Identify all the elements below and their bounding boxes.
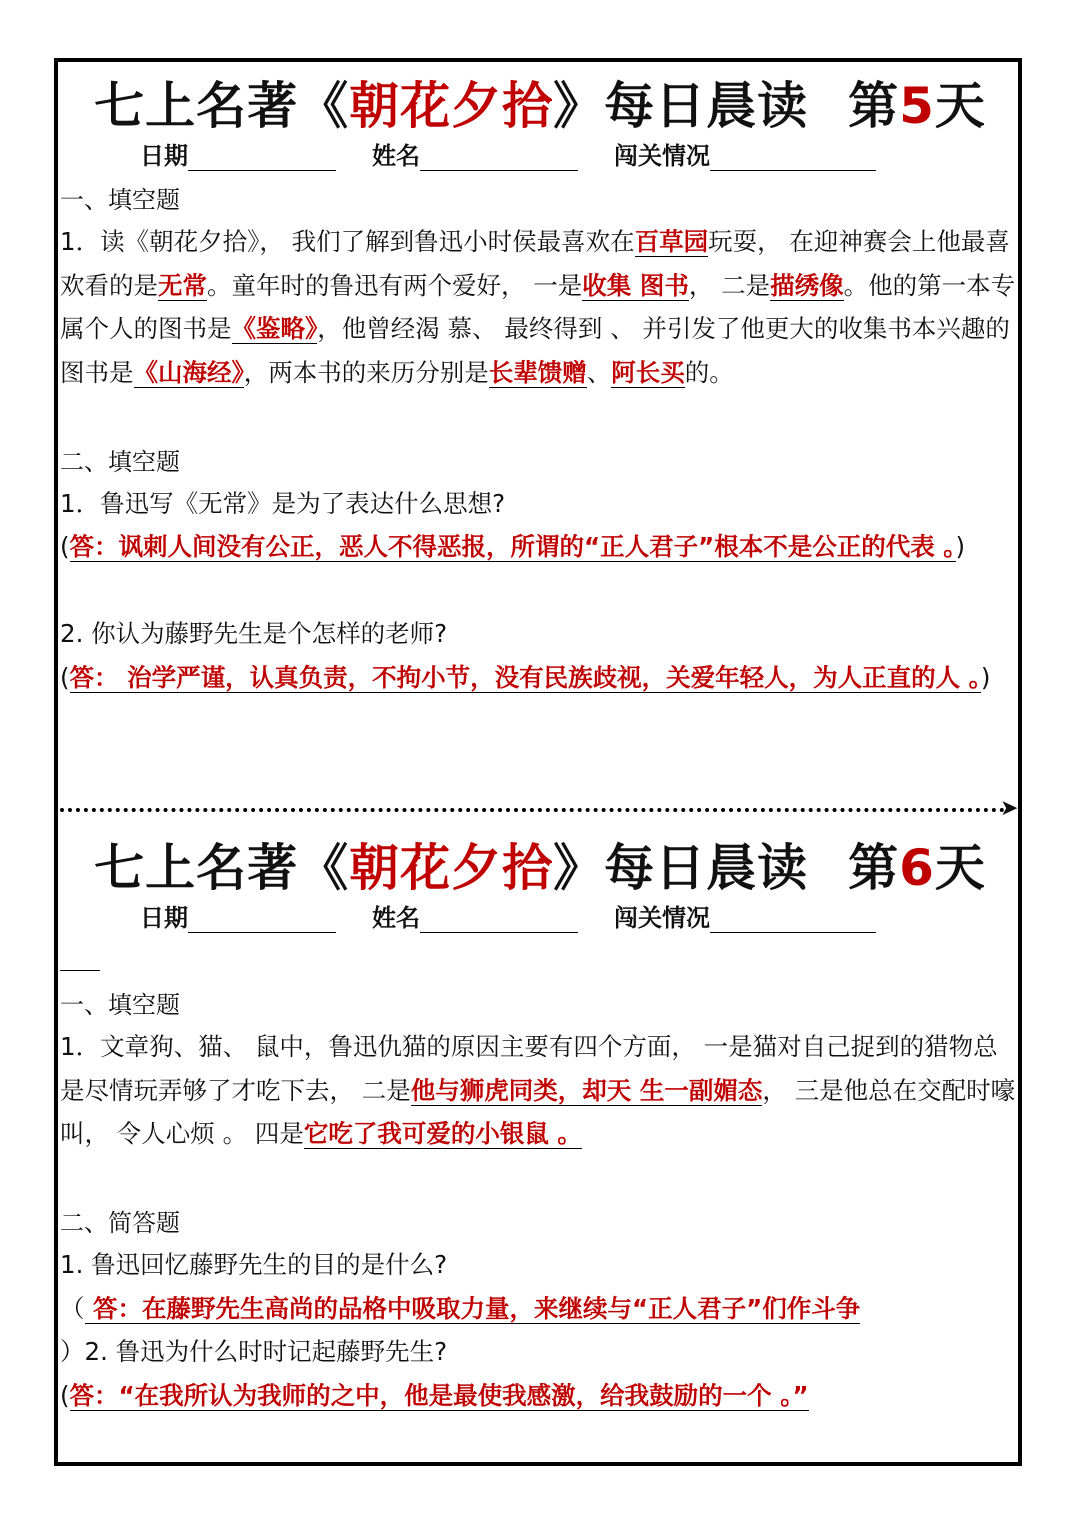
paren-close: ): [980, 663, 991, 692]
paren-open: (: [60, 663, 70, 692]
day5-a3: [60, 656, 1018, 700]
day5-q3: 2. 你认为藤野先生是个怎样的老师?: [60, 619, 448, 648]
day-prefix: 第: [848, 77, 900, 135]
paren-open: (: [60, 1381, 70, 1410]
q1-text-f: ，他曾经渴 慕、 最终得到 、 并引发了他更大的收集书本兴趣的图书是: [60, 314, 1010, 387]
answer-blank: 他与狮虎同类，却天 生一副媚态: [410, 1075, 763, 1105]
day-number: 5: [899, 77, 935, 135]
day6-meta-row: [140, 898, 876, 933]
short-rule: [60, 970, 100, 971]
day-number: 6: [899, 839, 935, 897]
day6-q1: [60, 1025, 1018, 1156]
name-field[interactable]: [420, 906, 578, 933]
answer-text: 答：在藤野先生高尚的品格中吸取力量，来继续与“正人君子”们作斗争: [84, 1294, 861, 1323]
paren-close: ): [955, 532, 966, 561]
title-suffix: 》每日晨读: [553, 839, 809, 897]
day5-q2: 1．鲁迅写《无常》是为了表达什么思想?: [60, 489, 506, 518]
paren-open: （: [60, 1294, 85, 1323]
day6-q2: 1. 鲁迅回忆藤野先生的目的是什么?: [60, 1250, 448, 1279]
day6-section1-heading: 一、填空题: [60, 991, 180, 1019]
date-label: 日期: [140, 904, 188, 932]
answer-blank: 《鉴略》: [231, 314, 318, 343]
status-field[interactable]: [710, 906, 876, 933]
book-title: 朝花夕拾: [349, 839, 554, 897]
q1-text-e: 。他的第一本专属个人的图书是: [60, 270, 1016, 343]
paren-close: ）: [60, 1337, 85, 1366]
q1-text-a: 1．读《朝花夕拾》， 我们了解到鲁迅小时侯最喜欢在: [60, 227, 635, 256]
day6-a2: [60, 1287, 1018, 1331]
answer-blank: 《山海经》: [133, 357, 244, 387]
q1-text-b: 玩耍， 在迎神赛会上他最喜欢看的是: [60, 227, 1010, 300]
day6-q3-line: [60, 1330, 1018, 1374]
day6-section2-heading: 二、简答题: [60, 1209, 180, 1237]
arrow-right-icon: ➤: [1000, 796, 1019, 821]
q1-text-i: 的。: [684, 357, 734, 387]
q1-text-d: ， 二是: [688, 270, 771, 300]
q1-text-h: 、: [586, 357, 612, 387]
q1-text-c: 。童年时的鲁迅有两个爱好， 一是: [207, 270, 583, 300]
status-field[interactable]: [710, 144, 876, 171]
day-suffix: 天: [934, 77, 986, 135]
answer-blank: 描绣像: [770, 270, 844, 300]
paren-open: (: [60, 532, 70, 561]
day5-section1-heading: 一、填空题: [60, 186, 180, 214]
day6-q3: 2. 鲁迅为什么时时记起藤野先生?: [84, 1337, 448, 1366]
status-label: 闯关情况: [614, 904, 710, 932]
name-label: 姓名: [372, 904, 420, 932]
date-field[interactable]: [188, 144, 336, 171]
q1-text-b: ， 三是他总在交配时嚎叫， 令人心烦 。 四是: [60, 1075, 1016, 1148]
name-label: 姓名: [372, 142, 420, 170]
book-title: 朝花夕拾: [349, 77, 554, 135]
day5-title: [0, 66, 1080, 138]
day5-meta-row: [140, 136, 876, 171]
answer-blank: 它吃了我可爱的小银鼠 。: [303, 1119, 582, 1148]
answer-blank: 阿长买: [611, 357, 685, 387]
day-prefix: 第: [848, 839, 900, 897]
answer-blank: 长辈馈赠: [488, 357, 587, 387]
date-field[interactable]: [188, 906, 336, 933]
answer-text: 答：“在我所认为我师的之中，他是最使我感激，给我鼓励的一个 。”: [69, 1381, 809, 1410]
answer-text: 答：讽刺人间没有公正，恶人不得恶报，所谓的“正人君子”根本不是公正的代表 。: [69, 532, 956, 561]
title-prefix: 七上名著《: [94, 77, 350, 135]
date-label: 日期: [140, 142, 188, 170]
day5-q1: [60, 220, 1018, 394]
day5-section2-heading: 二、填空题: [60, 448, 180, 476]
answer-blank: 无常: [158, 270, 207, 300]
day5-a2: [60, 525, 1018, 569]
answer-text: 答： 治学严谨，认真负责，不拘小节，没有民族歧视，关爱年轻人，为人正直的人 。: [69, 663, 981, 692]
day6-title: [0, 828, 1080, 900]
dotted-divider: [60, 808, 1005, 812]
title-prefix: 七上名著《: [94, 839, 350, 897]
day6-a3: [60, 1374, 1018, 1418]
name-field[interactable]: [420, 144, 578, 171]
title-suffix: 》每日晨读: [553, 77, 809, 135]
answer-blank: 百草园: [634, 227, 709, 256]
q1-text-a: 1．文章狗、猫、 鼠中，鲁迅仇猫的原因主要有四个方面， 一是猫对自己捉到的猎物总是尽情玩弄够了才吃下去， 二是: [60, 1032, 998, 1105]
q1-text-g: ，两本书的来历分别是: [243, 357, 489, 387]
status-label: 闯关情况: [614, 142, 710, 170]
day-suffix: 天: [934, 839, 986, 897]
answer-blank: 收集 图书: [582, 270, 689, 300]
